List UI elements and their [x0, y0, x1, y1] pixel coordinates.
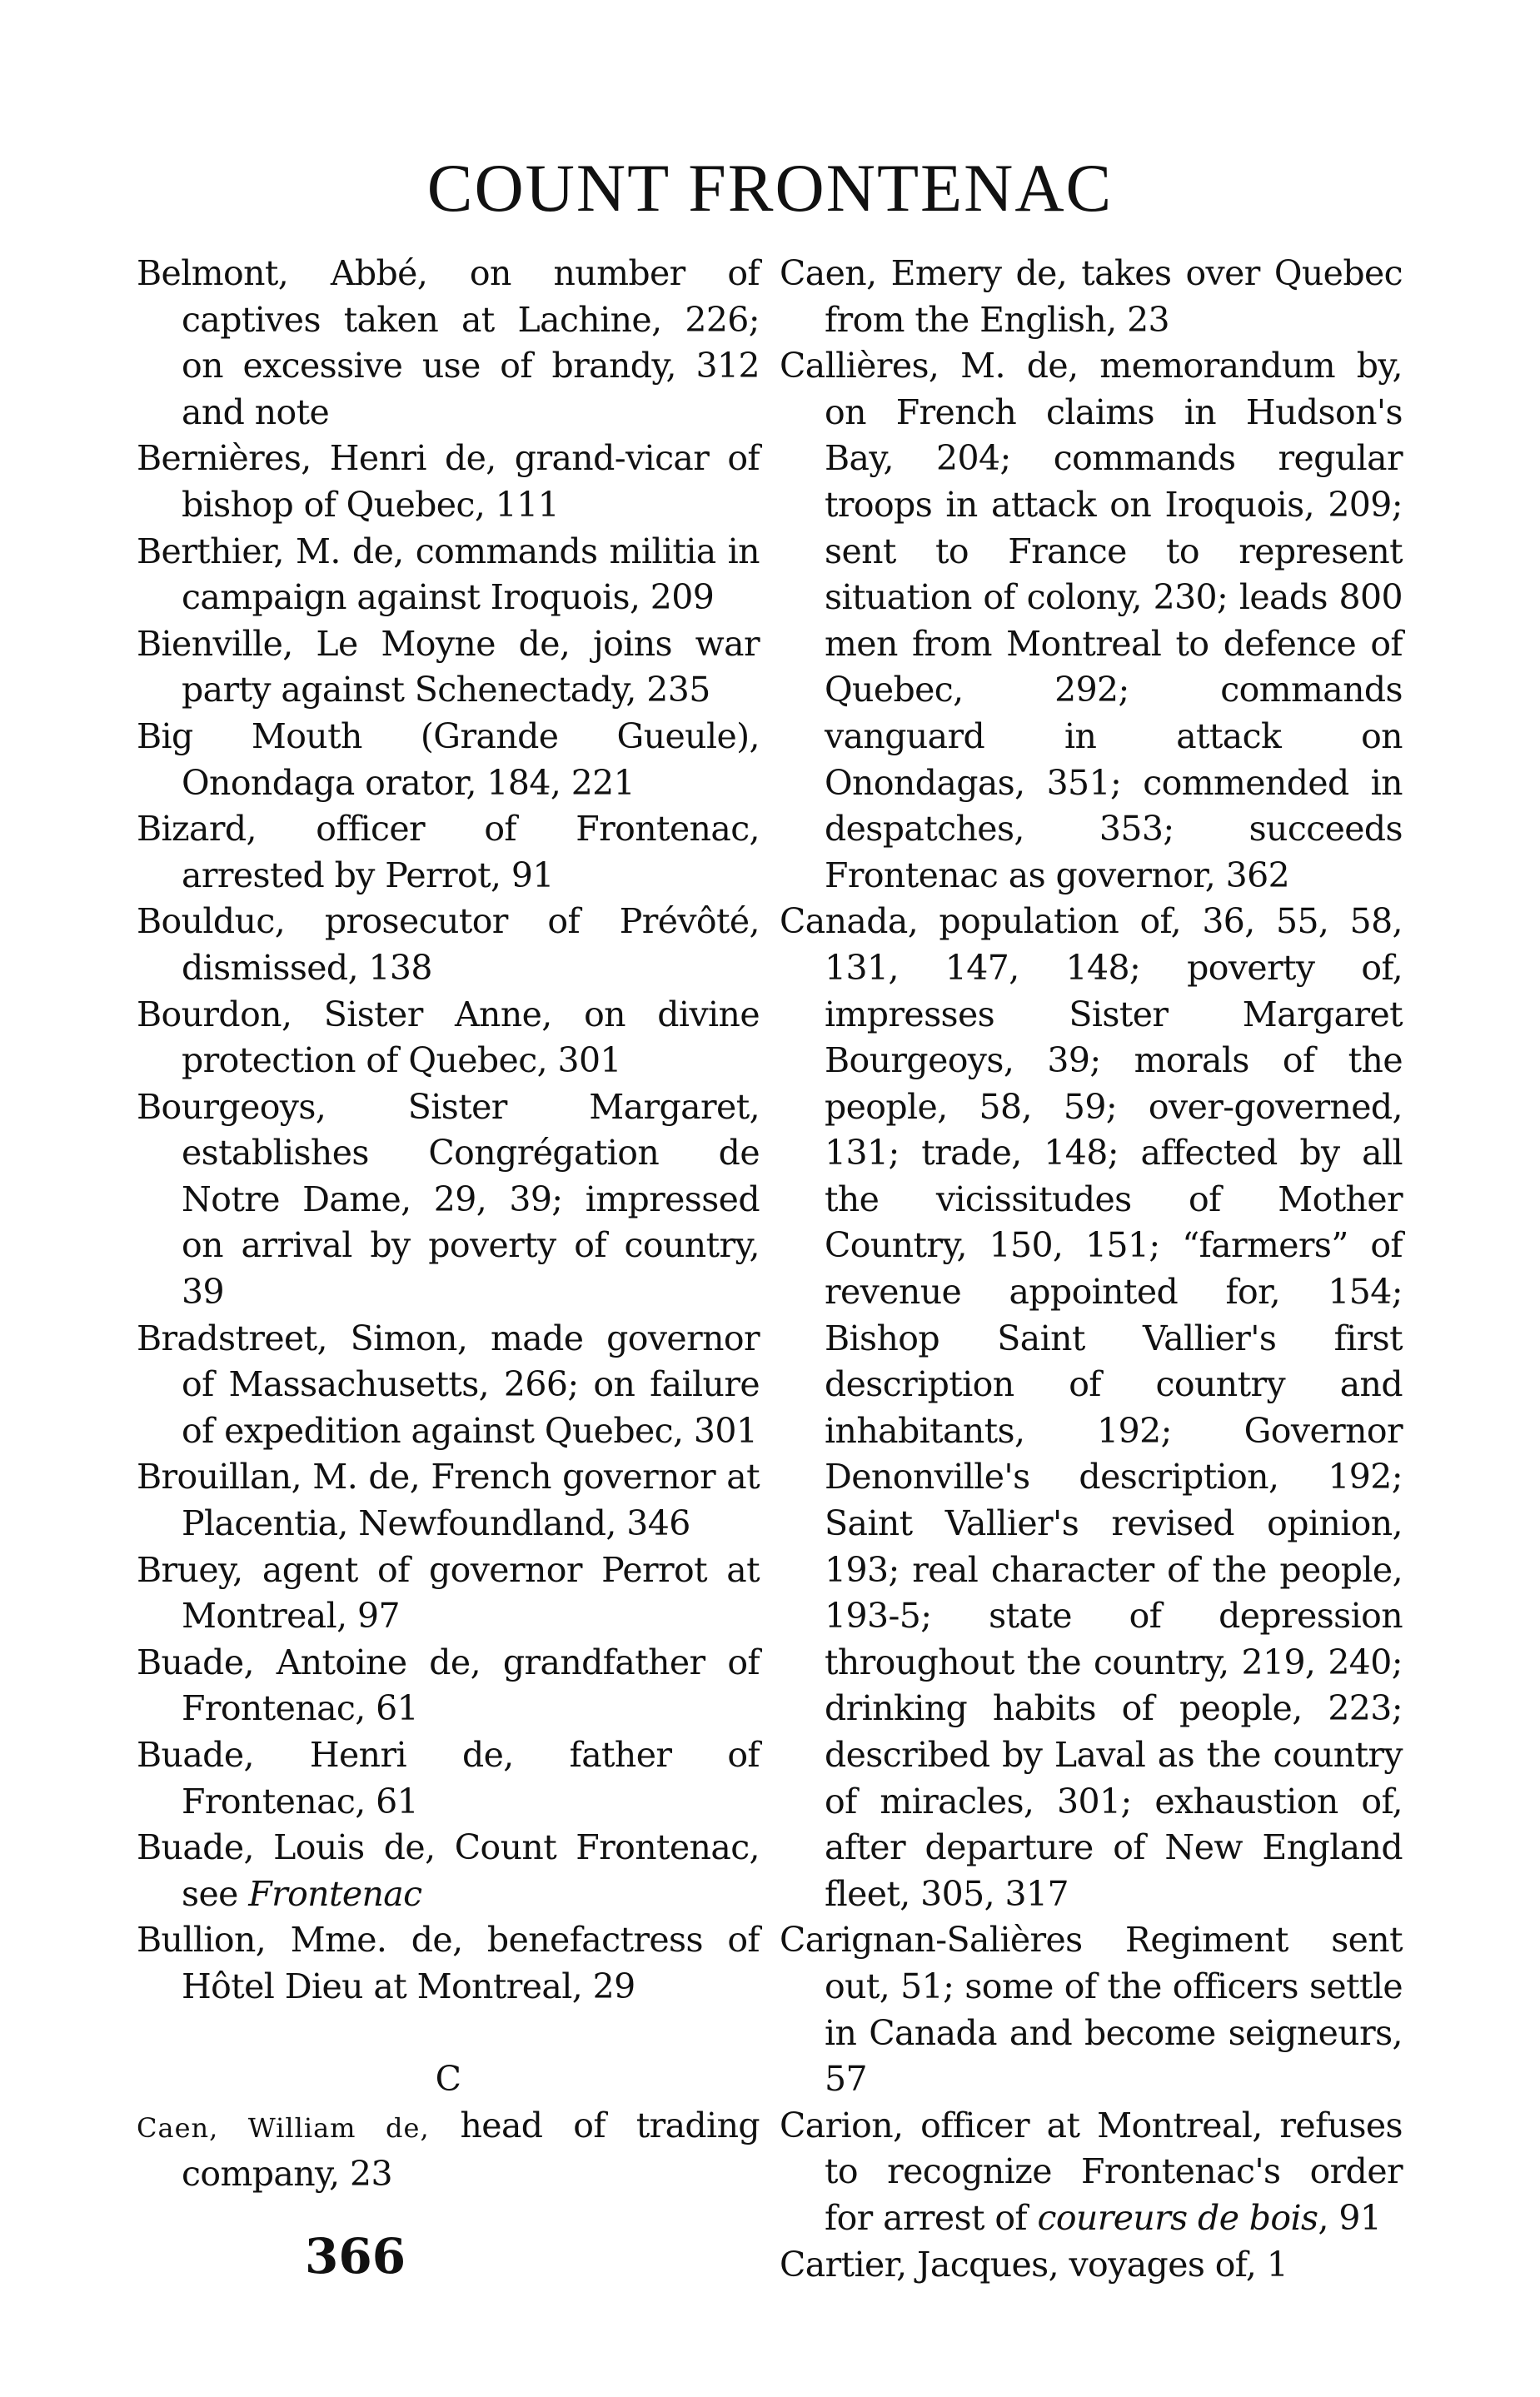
- index-entry-boulduc: Boulduc, prosecutor of Prévôté, dismissed, 138: [137, 901, 760, 988]
- index-entry-carion: [780, 2103, 1403, 2242]
- index-entry-canada: Canada, population of, 36, 55, 58, 131, 147, 148; poverty of, impresses Sister Margaret Bourgeoys, 39; morals of the people, 58, 59; over-governed, 131; trade, 148; affected by all the vicissitudes of Mother Country, 150, 151; “farmers” of revenue appointed for, 154; Bishop Saint Vallier's first description of country and inhabitants, 192; Governor Denonville's description, 192; Saint Vallier's revised opinion, 193; real character of the people, 193-5; state of depression throughout the country, 219, 240; drinking habits of people, 223; described by Laval as the country of miracles, 301; exhaustion of, after departure of New England fleet, 305, 317: [780, 901, 1403, 1914]
- index-entry-carignan-salieres: Carignan-Salières Regiment sent out, 51; some of the officers settle in Canada and become seigneurs, 57: [780, 1920, 1403, 2100]
- index-entry-bullion: Bullion, Mme. de, benefactress of Hôtel Dieu at Montreal, 29: [137, 1920, 760, 2006]
- index-entry-buade-antoine: Buade, Antoine de, grandfather of Frontenac, 61: [137, 1642, 760, 1729]
- index-entry-caen-emery: Caen, Emery de, takes over Quebec from the English, 23: [780, 253, 1403, 340]
- index-entry-callieres: Callières, M. de, memorandum by, on French claims in Hudson's Bay, 204; commands regular troops in attack on Iroquois, 209; sent to France to represent situation of colony, 230; leads 800 men from Montreal to defence of Quebec, 292; commands vanguard in attack on Onondagas, 351; commended in despatches, 353; succeeds Frontenac as governor, 362: [780, 346, 1403, 895]
- index-column-left: [137, 251, 760, 2198]
- index-entry-buade-louis: [137, 1825, 760, 1917]
- index-entry-bradstreet: Bradstreet, Simon, made governor of Massachusetts, 266; on failure of expedition against Quebec, 301: [137, 1318, 760, 1451]
- index-entry-bruey: Bruey, agent of governor Perrot at Montreal, 97: [137, 1549, 760, 1637]
- index-column-right: [780, 251, 1403, 2288]
- cross-reference: Frontenac: [248, 1873, 422, 1914]
- index-entry-bourgeoys: Bourgeoys, Sister Margaret, establishes Congrégation de Notre Dame, 29, 39; impressed on arrival by poverty of country, 39: [137, 1086, 760, 1313]
- index-entry-heading: Caen, William de,: [137, 2111, 430, 2144]
- index-entry-bizard: Bizard, officer of Frontenac, arrested by Perrot, 91: [137, 809, 760, 895]
- page-title: COUNT FRONTENAC: [426, 150, 1114, 226]
- index-entry-berthier: Berthier, M. de, commands militia in campaign against Iroquois, 209: [137, 531, 760, 618]
- index-entry-page-ref: , 91: [1318, 2197, 1382, 2238]
- index-entry-text: Carion, officer at Montreal, refuses to recognize Frontenac's order for arrest of: [780, 2105, 1403, 2238]
- section-letter: C: [435, 2059, 461, 2100]
- index-entry-belmont: Belmont, Abbé, on number of captives taken at Lachine, 226; on excessive use of brandy, 312 and note: [137, 253, 760, 432]
- index-entry-big-mouth: Big Mouth (Grande Gueule), Onondaga orator, 184, 221: [137, 715, 760, 803]
- index-entry-buade-henri: Buade, Henri de, father of Frontenac, 61: [137, 1735, 760, 1821]
- index-entry-cartier: Cartier, Jacques, voyages of, 1: [780, 2244, 1288, 2285]
- page-number: 366: [305, 2228, 406, 2285]
- index-entry-bienville: Bienville, Le Moyne de, joins war party against Schenectady, 235: [137, 623, 760, 710]
- index-entry-caen-william: [137, 2103, 760, 2198]
- index-entry-text: head of trading company, 23: [182, 2105, 760, 2195]
- italic-term: coureurs de bois: [1037, 2197, 1318, 2238]
- index-entry-text: Buade, Louis de, Count Frontenac, see: [137, 1827, 760, 1914]
- index-entry-bourdon: Bourdon, Sister Anne, on divine protection of Quebec, 301: [137, 994, 760, 1081]
- index-entry-brouillan: Brouillan, M. de, French governor at Placentia, Newfoundland, 346: [137, 1457, 760, 1544]
- index-entry-bernieres: Bernières, Henri de, grand-vicar of bishop of Quebec, 111: [137, 438, 760, 525]
